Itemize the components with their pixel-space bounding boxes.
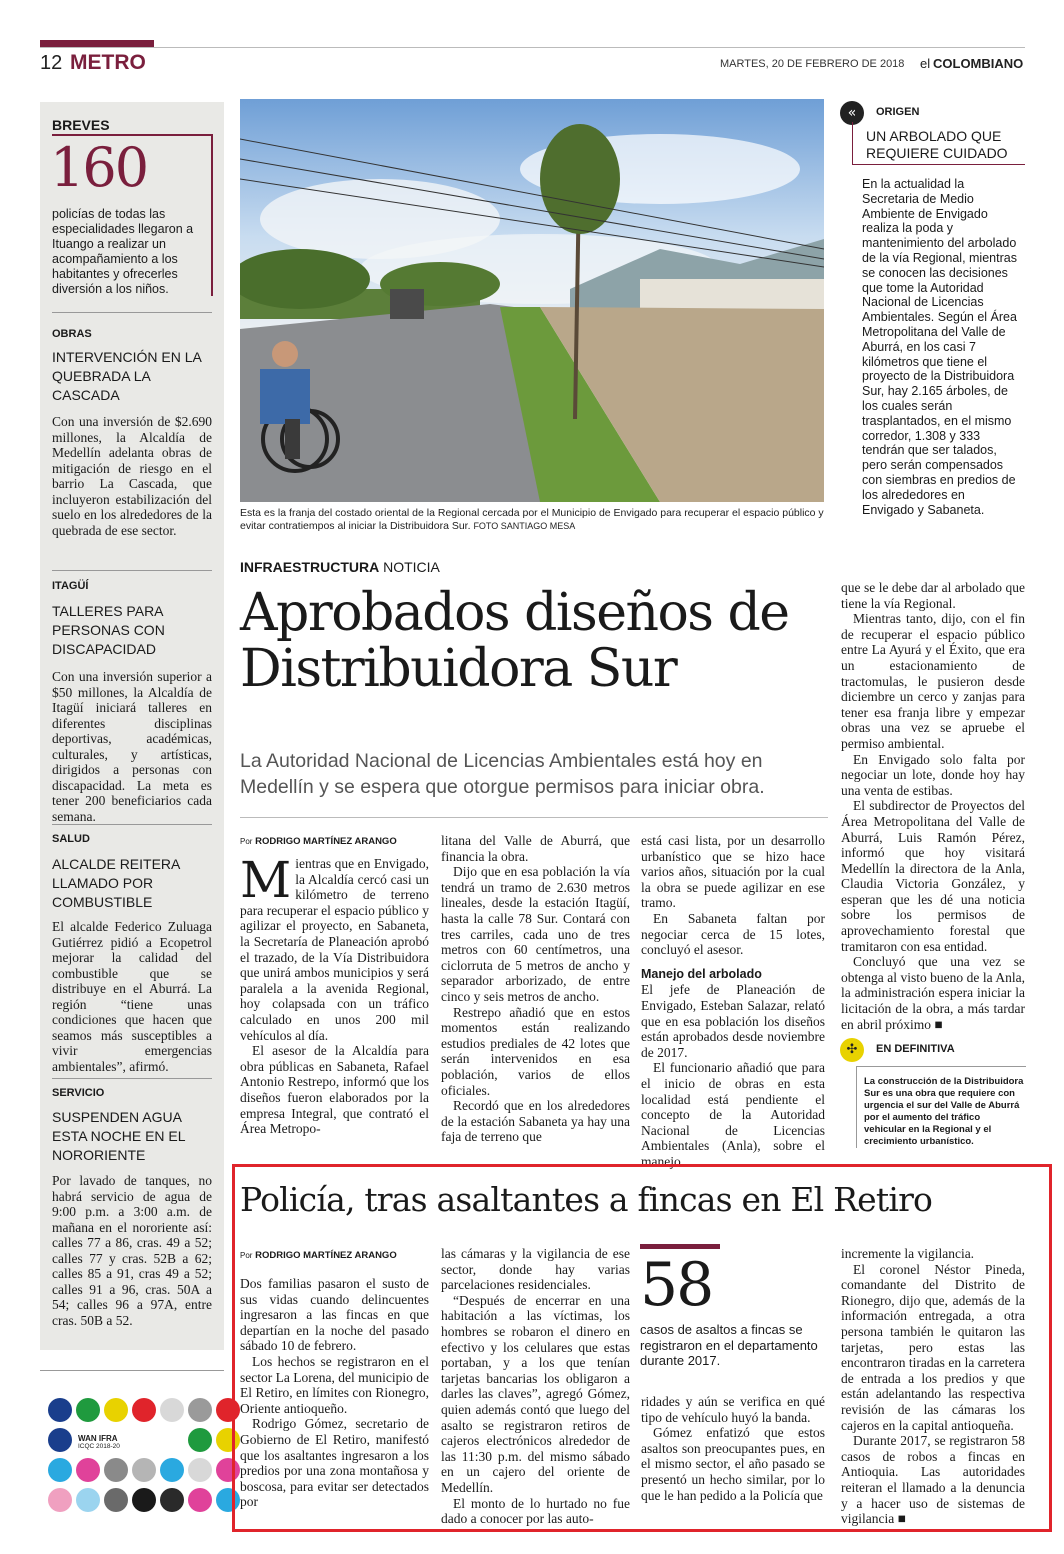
paragraph: incremente la vigilancia.	[841, 1246, 975, 1261]
paragraph: En Sabaneta faltan por negociar cerca de 15 lotes, concluyó el asesor.	[641, 910, 825, 958]
brief-title: ALCALDE REITERA LLAMADO POR COMBUSTIBLE	[52, 856, 180, 910]
article-subhead: Manejo del arbolado	[641, 966, 762, 981]
color-swatch	[132, 1458, 156, 1482]
brief-category: OBRAS	[52, 328, 92, 340]
definitiva-frame	[856, 1066, 857, 1148]
color-swatch	[160, 1488, 184, 1512]
chevrons-left-icon: «	[840, 101, 864, 125]
color-swatch	[48, 1458, 72, 1482]
paper-prefix: el	[920, 56, 931, 71]
article2-headline: Policía, tras asaltantes a fincas en El Retiro	[240, 1180, 933, 1219]
sidebar-divider	[52, 312, 212, 313]
stat-text: casos de asaltos a fincas se registraron en el departamento durante 2017.	[640, 1322, 818, 1368]
article-kicker	[240, 559, 440, 575]
paragraph: Durante 2017, se registraron 58 casos de robos a fincas en Antioquia. Las autoridades reiteran el llamado a la denuncia y a hacer uso de sistemas de vigilancia ■	[841, 1433, 1025, 1527]
color-swatch	[188, 1428, 212, 1452]
paragraph: El asesor de la Alcaldía para obra públicas en Sabaneta, Rafael Antonio Restrepo, informó que los diseños fueron elaborados por la empresa Integral, que contrató el Área Metropo-	[240, 1043, 429, 1137]
color-swatch	[188, 1398, 212, 1422]
color-swatch	[132, 1488, 156, 1512]
photo-credit: FOTO SANTIAGO MESA	[473, 521, 576, 531]
origin-rule	[852, 164, 1025, 165]
article-column	[841, 580, 1025, 1032]
color-swatch	[76, 1458, 100, 1482]
stat-number: 58	[640, 1250, 713, 1320]
paragraph: ientras que en Envigado, la Alcaldía cercó casi un kilómetro de terreno para recuperar el espacio público y agilizar el proyecto, en Sabaneta, la Secretaría de Planeación aprobó el trazado, de la Vía Distribuidora que unirá ambos municipios y será paralela a la avenida Regional, hoy colapsada con un tráfico calculado en unos 200 mil vehículos al día.	[240, 856, 429, 1043]
paragraph: está casi lista, por un desarrollo urbanístico que se hizo hace varios años, situación por la cual la obra se puede agilizar en ese tramo.	[641, 833, 825, 911]
paragraph: El funcionario añadió que para el inicio de obras en esta localidad está pendiente el concepto de la Autoridad Nacional de Licencias Ambientales (Anla), sobre el manejo	[641, 1060, 825, 1169]
paragraph: que se le debe dar al arbolado que tiene la vía Regional.	[841, 580, 1025, 611]
article2-byline	[240, 1250, 397, 1261]
paragraph: Dos familias pasaron el susto de sus vidas cuando delincuentes ingresaron a las fincas en que departían en la noche del pasado sábado 10 de febrero.	[240, 1276, 429, 1354]
sidebar-divider	[52, 824, 212, 825]
breves-label: BREVES	[52, 117, 110, 133]
colorbar-rule	[40, 1370, 224, 1371]
article-column	[240, 1276, 429, 1510]
paragraph: ridades y aún se verifica en qué tipo de vehículo huyó la banda.	[641, 1394, 825, 1425]
origin-title: UN ARBOLADO QUE REQUIERE CUIDADO	[866, 128, 1008, 161]
definitiva-label: EN DEFINITIVA	[876, 1043, 955, 1055]
color-swatch	[104, 1398, 128, 1422]
brief-category: SALUD	[52, 833, 90, 845]
origin-frame	[852, 122, 853, 165]
header-rule	[40, 47, 1025, 48]
breves-big-number: 160	[50, 136, 148, 199]
paragraph: Rodrigo Gómez, secretario de Gobierno de El Retiro, manifestó que los asaltantes ingresaron a los predios por una zona montañosa y boscosa, para evitar ser detectados por	[240, 1416, 429, 1510]
paragraph: Gómez enfatizó que estos asaltos son preocupantes pues, en el mismo sector, el año pasado se presentó un hecho similar, por lo que le han pedido a la Policía que	[641, 1425, 825, 1503]
brief-title: TALLERES PARA PERSONAS CON DISCAPACIDAD	[52, 603, 165, 657]
byline-por: Por	[240, 1251, 253, 1260]
byline-por: Por	[240, 837, 253, 846]
article-column	[441, 833, 630, 1145]
breves-frame	[211, 134, 213, 296]
sidebar-divider	[52, 1078, 212, 1079]
paragraph: Restrepo añadió que en estos momentos están realizando estudios prediales de 42 lotes que serán intervenidos en esa población, varios de ellos oficiales.	[441, 1004, 630, 1098]
wan-ifra-logo: WAN IFRA	[78, 1434, 118, 1443]
kicker-section: INFRAESTRUCTURA	[240, 559, 380, 575]
article-column	[841, 1246, 1025, 1527]
article-column	[641, 1394, 825, 1503]
origin-label: ORIGEN	[876, 106, 920, 118]
color-swatch	[132, 1398, 156, 1422]
brief-category: ITAGÜÍ	[52, 580, 89, 592]
color-swatch	[76, 1398, 100, 1422]
paragraph: El subdirector de Proyectos del Área Metropolitana del Valle de Aburrá, Luis Ramón Pérez, informó que hoy visitará Medellín la directora de la Anla, Claudia Victoria González, y esperan que les dé una noticia sobre los permisos de aprovechamiento forestal que tramitaron con esa entidad.	[841, 798, 1025, 954]
color-swatch	[160, 1458, 184, 1482]
color-swatch	[48, 1398, 72, 1422]
road-photo-illustration	[240, 99, 824, 502]
color-swatch	[104, 1488, 128, 1512]
color-swatch	[104, 1458, 128, 1482]
byline-name: RODRIGO MARTÍNEZ ARANGO	[255, 836, 397, 847]
definitiva-rule	[856, 1066, 1026, 1067]
icqc-label: ICQC 2018-20	[78, 1443, 120, 1450]
brief-body: El alcalde Federico Zuluaga Gutiérrez pidió a Ecopetrol mejorar la calidad del combustible que se distribuye en el Aburrá. La región “tiene unas condiciones que hacen que seamos más susceptibles a vivir emergencias ambientales”, afirmó.	[52, 919, 212, 1074]
brief-body: Por lavado de tanques, no habrá servicio de agua de 9:00 p.m. a 3:00 a.m. de mañana en el nororiente así: calles 77 a 86, cras. 49 a 52; calles 77 y cras. 52B a 62; calles 85 a 91, cras 49 a 52; calles 91 a 96, cras. 50A a 54; calles 96 a 97A, entre cras. 50B a 52.	[52, 1173, 212, 1328]
paragraph: Concluyó que una vez se obtenga al visto bueno de la Anla, la administración espera iniciar la licitación de la obra, a más tardar en abril próximo ■	[841, 954, 1025, 1032]
brief-category: SERVICIO	[52, 1087, 105, 1099]
sidebar-divider	[52, 570, 212, 571]
article-column	[240, 851, 429, 1137]
paragraph: El coronel Néstor Pineda, comandante del Distrito de Rionegro, dijo que, además de la información entregada, a otra persona también le quitaron las tarjetas, pero estas las encontraron tiradas en la carretera de entrada a los predios y que están adelantando las respectiva revisión de las cámaras los cajeros en la capital antioqueña.	[841, 1261, 1025, 1433]
section-name: METRO	[70, 51, 146, 74]
byline-name: RODRIGO MARTÍNEZ ARANGO	[255, 1250, 397, 1261]
breves-big-number-text: policías de todas las especialidades llegaron a Ituango a realizar un acompañamiento a los habitantes y ofrecerles diversión a los niños.	[52, 207, 194, 296]
brief-body: Con una inversión de $2.690 millones, la Alcaldía de Medellín adelanta obras de mitigación de riesgo en el barrio La Cascada, que incluyeron estabilización del suelo en los alrededores de la quebrada de ese sector.	[52, 414, 212, 538]
paragraph: litana del Valle de Aburrá, que financia la obra.	[441, 833, 630, 864]
header-accent-bar	[40, 40, 154, 47]
brief-body: Con una inversión superior a $50 millones, la Alcaldía de Itagüí iniciará talleres en diferentes disciplinas deportivas, académicas, culturales, y artísticas, dirigidos a personas con discapacidad. La meta es tener 200 beneficiarios cada semana.	[52, 669, 212, 824]
paragraph: Los hechos se registraron en el sector La Lorena, del municipio de El Retiro, en límites con Rionegro, Oriente antioqueño.	[240, 1353, 429, 1416]
color-swatch	[160, 1398, 184, 1422]
color-swatch	[188, 1458, 212, 1482]
color-swatch	[188, 1488, 212, 1512]
paragraph: Dijo que en esa población la vía tendrá un tramo de 2.630 metros lineales, desde la estación Itagüí, hasta la calle 78 Sur. Contará con tres carriles, cada uno de tres metros con 60 centímetros, una ciclorruta de 5 metros de ancho y separador arborizado, de entre cinco y seis metros de ancho.	[441, 864, 630, 1004]
color-swatch	[76, 1488, 100, 1512]
page-number: 12	[40, 52, 63, 74]
article-photo	[240, 99, 824, 502]
print-color-bar	[48, 1398, 218, 1518]
brief-title: SUSPENDEN AGUA ESTA NOCHE EN EL NORORIENTE	[52, 1109, 186, 1163]
paragraph: Mientras tanto, dijo, con el fin de recuperar el espacio público entre La Ayurá y el Éxito, que era un estacionamiento de tractomulas, le pusieron desde diciembre un cerco y zanjas para tener esa franja libre y empezar obras una vez se apruebe el permiso ambiental.	[841, 611, 1025, 751]
brief-title: INTERVENCIÓN EN LA QUEBRADA LA CASCADA	[52, 349, 202, 403]
color-swatch	[48, 1488, 72, 1512]
paragraph: las cámaras y la vigilancia de ese sector, donde hay varias parcelaciones residenciales.	[441, 1246, 630, 1293]
paragraph: El jefe de Planeación de Envigado, Esteban Salazar, relató que en esa población los diseños están aprobados desde noviembre de 2017.	[641, 982, 825, 1060]
article-headline: Aprobados diseños de Distribuidora Sur	[240, 583, 789, 699]
article-deck: La Autoridad Nacional de Licencias Ambientales está hoy en Medellín y se espera que otorgue permisos para iniciar obra.	[240, 750, 765, 798]
paragraph: Recordó que en los alrededores de la estación Sabaneta ya hay una faja de terreno que	[441, 1098, 630, 1145]
deck-rule	[240, 817, 828, 818]
origin-text: En la actualidad la Secretaria de Medio Ambiente de Envigado realiza la poda y mantenimiento del arbolado de la vía Regional, mientras se conocen las decisiones que tome la Autoridad Nacional de Licencias Ambientales. Según el Área Metropolitana del Valle de Aburrá, en los casi 7 kilómetros que tiene el proyecto de la Distribuidora Sur, hay 2.165 árboles, de los cuales serán trasplantados, en el mismo corredor, 1.308 y 333 tendrán que ser talados, pero serán compensados con siembras en predios de los alrededores en Envigado y Sabaneta.	[862, 177, 1017, 517]
dropcap: M	[240, 851, 292, 909]
paragraph: El monto de lo hurtado no fue dado a conocer por las auto-	[441, 1495, 630, 1527]
caption-text: Esta es la franja del costado oriental de la Regional cercada por el Municipio de Envigado para recuperar el espacio público y evitar contratiempos al iniciar la Distribuidora Sur.	[240, 507, 824, 532]
article-byline	[240, 836, 397, 847]
article-column	[641, 833, 825, 1169]
color-swatch	[48, 1428, 72, 1452]
paragraph: En Envigado solo falta por negociar un lote, donde hoy hay una venta de estibas.	[841, 751, 1025, 798]
article-column	[441, 1246, 630, 1527]
kicker-type: NOTICIA	[383, 559, 440, 575]
stat-rule	[640, 1244, 720, 1249]
arrows-in-icon: ✣	[840, 1038, 864, 1062]
definitiva-text: La construcción de la Distribuidora Sur es una obra que requiere con urgencia el sur del Valle de Aburrá por el aumento del tráfico vehicular en la Regional y el crecimiento urbanístico.	[864, 1076, 1024, 1147]
dateline: MARTES, 20 DE FEBRERO DE 2018	[720, 58, 905, 70]
photo-caption	[240, 507, 824, 533]
paragraph: “Después de encerrar en una habitación a las víctimas, los hombres se robaron el dinero en efectivo y los celulares que estas portaban, y a los que tenían tarjetas bancarias los obligaron a darles las claves”, agregó Gómez, quien además contó que luego del asalto se registraron retiros de cajeros electrónicos alrededor de las 11:30 p.m. del mismo sábado en un cajero del oriente de Medellín.	[441, 1292, 630, 1495]
paper-name: COLOMBIANO	[933, 56, 1024, 71]
